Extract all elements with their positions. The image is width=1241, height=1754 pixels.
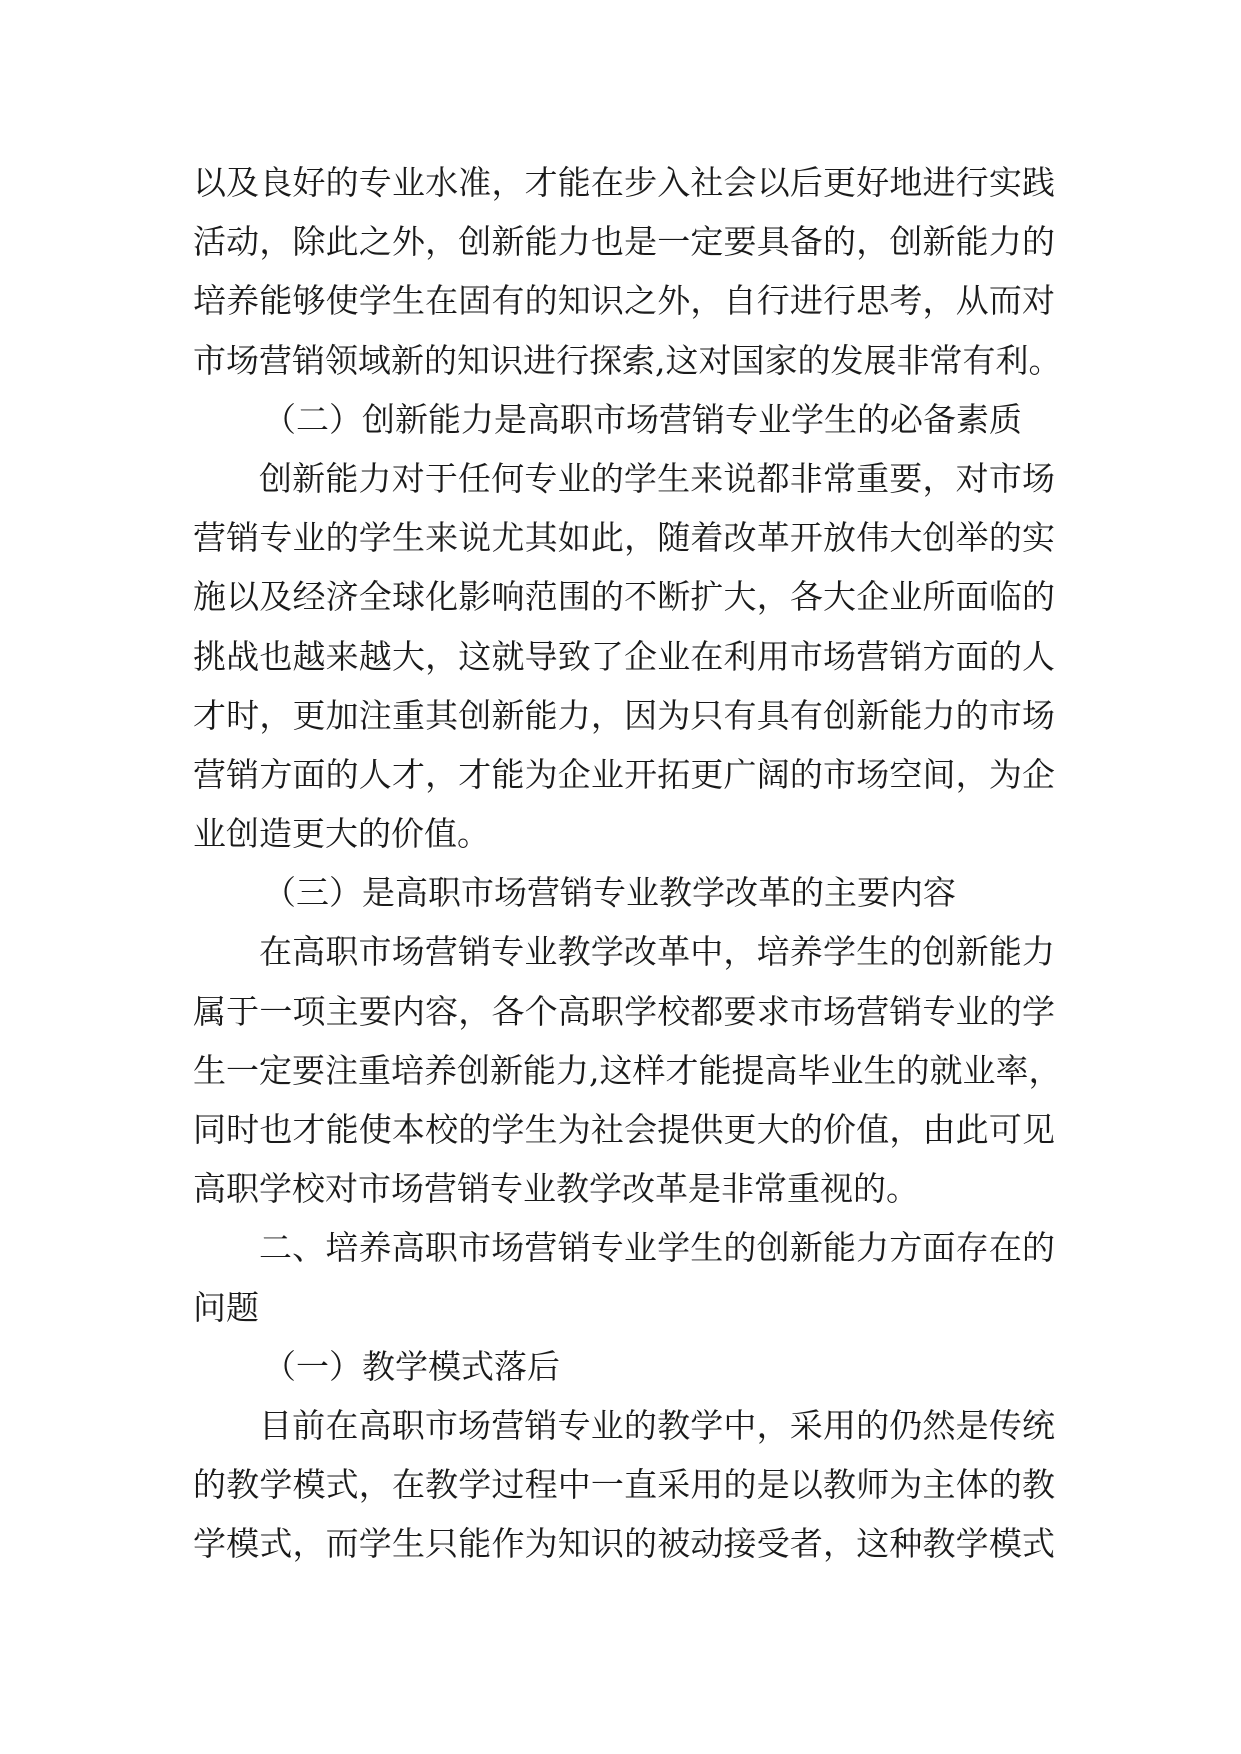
text-line: 培养能够使学生在固有的知识之外，自行进行思考，从而对 xyxy=(193,281,1055,321)
text-line: 业创造更大的价值。 xyxy=(193,814,490,854)
body-text xyxy=(193,153,1062,1574)
text-line: 才时，更加注重其创新能力，因为只有具有创新能力的市场 xyxy=(193,695,1055,735)
text-line: 同时也才能使本校的学生为社会提供更大的价值，由此可见 xyxy=(193,1110,1055,1149)
section-heading: （三）是高职市场营销专业教学改革的主要内容 xyxy=(263,873,956,913)
text-line: 学模式，而学生只能作为知识的被动接受者，这种教学模式 xyxy=(193,1524,1055,1564)
paragraph-first-line: 创新能力对于任何专业的学生来说都非常重要，对市场 xyxy=(259,458,1055,498)
text-line: 以及良好的专业水准，才能在步入社会以后更好地进行实践 xyxy=(193,163,1055,202)
chapter-heading-continuation: 问题 xyxy=(193,1287,259,1327)
text-line: 的教学模式，在教学过程中一直采用的是以教师为主体的教 xyxy=(193,1465,1055,1505)
paragraph-first-line: 在高职市场营销专业教学改革中，培养学生的创新能力 xyxy=(259,932,1055,972)
section-heading: （二）创新能力是高职市场营销专业学生的必备素质 xyxy=(263,399,1022,439)
text-line: 挑战也越来越大，这就导致了企业在利用市场营销方面的人 xyxy=(193,636,1055,676)
text-line: 活动，除此之外，创新能力也是一定要具备的，创新能力的 xyxy=(193,222,1055,262)
text-line: 属于一项主要内容，各个高职学校都要求市场营销专业的学 xyxy=(193,991,1055,1031)
paragraph-first-line: 目前在高职市场营销专业的教学中，采用的仍然是传统 xyxy=(259,1405,1055,1445)
text-line: 高职学校对市场营销专业教学改革是非常重视的。 xyxy=(193,1169,919,1209)
text-line: 施以及经济全球化影响范围的不断扩大，各大企业所面临的 xyxy=(193,577,1055,617)
text-line: 营销方面的人才，才能为企业开拓更广阔的市场空间，为企 xyxy=(193,754,1055,794)
text-line: 营销专业的学生来说尤其如此，随着改革开放伟大创举的实 xyxy=(193,518,1055,558)
text-line: 市场营销领域新的知识进行探索,这对国家的发展非常有利。 xyxy=(193,340,1062,380)
chapter-heading: 二、培养高职市场营销专业学生的创新能力方面存在的 xyxy=(259,1228,1055,1268)
section-heading: （一）教学模式落后 xyxy=(263,1346,560,1386)
text-line: 生一定要注重培养创新能力,这样才能提高毕业生的就业率， xyxy=(193,1050,1062,1090)
